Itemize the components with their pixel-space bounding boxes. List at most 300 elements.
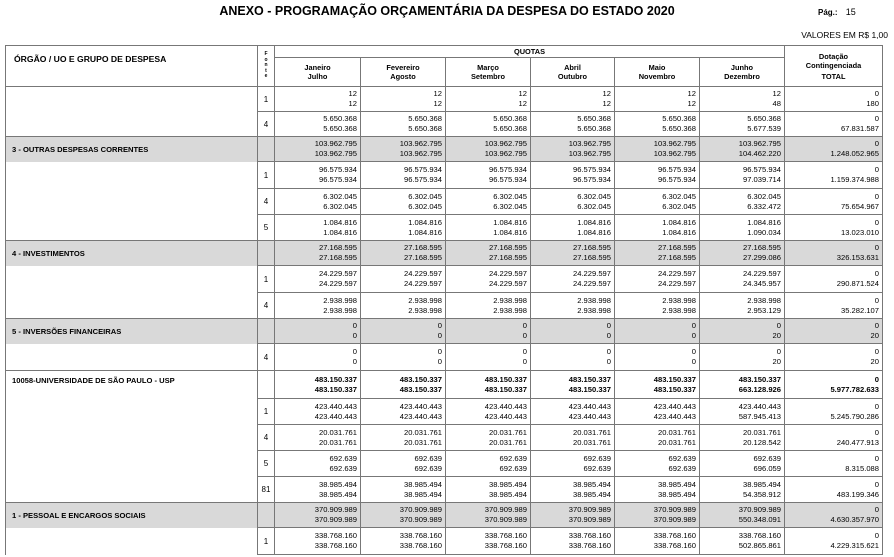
quota-cell (361, 137, 446, 162)
quota-cell (700, 112, 785, 137)
value-bottom: 338.768.160 (568, 541, 611, 550)
value-top: 370.909.989 (653, 505, 696, 515)
value-bottom: 96.575.934 (318, 175, 357, 184)
value-bottom: 96.575.934 (572, 175, 611, 184)
quota-cell (361, 112, 446, 137)
value-bottom: 27.168.595 (572, 253, 611, 262)
table-row (6, 266, 883, 293)
page-label: Pág.: (818, 8, 838, 17)
value-top: 24.229.597 (403, 269, 442, 279)
value-bottom: 97.039.714 (742, 175, 781, 184)
table-row (6, 451, 883, 477)
orgao-header: ÓRGÃO / UO E GRUPO DE DESPESA (6, 46, 258, 87)
value-bottom: 27.168.595 (657, 253, 696, 262)
value-bottom: 0 (606, 331, 611, 340)
value-bottom: 96.575.934 (657, 175, 696, 184)
value-bottom: 38.985.494 (403, 489, 442, 499)
value-bottom: 4.229.315.621 (830, 541, 879, 550)
value-bottom: 27.168.595 (318, 253, 357, 262)
quota-cell (275, 319, 361, 344)
value-bottom: 423.440.443 (484, 411, 527, 421)
quota-cell (361, 425, 446, 451)
quota-cell (700, 371, 785, 399)
quota-cell (531, 528, 615, 555)
quota-cell (615, 371, 700, 399)
value-bottom: 6.302.045 (408, 201, 442, 211)
value-bottom: 5.650.368 (577, 124, 611, 133)
value-top: 5.650.368 (577, 114, 611, 124)
value-bottom: 692.639 (583, 463, 611, 473)
quota-cell (531, 399, 615, 425)
quota-cell (700, 528, 785, 555)
quota-cell (615, 503, 700, 528)
value-top: 96.575.934 (742, 165, 781, 175)
quota-cell (361, 266, 446, 293)
value-bottom: 550.348.091 (738, 515, 781, 524)
value-bottom: 6.302.045 (662, 201, 696, 211)
table-row (6, 503, 883, 528)
value-bottom: 38.985.494 (657, 489, 696, 499)
table-body (6, 87, 883, 555)
value-bottom: 96.575.934 (403, 175, 442, 184)
quota-cell (615, 266, 700, 293)
quota-cell (700, 241, 785, 266)
value-bottom: 12 (687, 99, 696, 108)
quota-cell (531, 189, 615, 215)
value-bottom: 20.031.761 (318, 437, 357, 447)
table-row (6, 319, 883, 344)
quota-cell (700, 399, 785, 425)
value-top: 0 (352, 347, 357, 357)
value-top: 96.575.934 (403, 165, 442, 175)
month-header-2: Fevereiro Agosto (361, 58, 446, 87)
dotacao-cell (785, 293, 883, 319)
quota-cell (531, 87, 615, 112)
value-bottom: 20.128.542 (742, 437, 781, 447)
value-top: 2.938.998 (577, 295, 611, 305)
row-label (6, 344, 258, 371)
dotacao-cell (785, 241, 883, 266)
quota-cell (275, 477, 361, 503)
page-indicator (818, 8, 859, 18)
value-top: 96.575.934 (572, 165, 611, 175)
quota-cell (531, 319, 615, 344)
value-bottom: 483.150.337 (484, 384, 527, 394)
value-bottom: 1.084.816 (323, 227, 357, 237)
fonte-letter: e (264, 73, 268, 80)
value-bottom: 692.639 (499, 463, 527, 473)
quota-cell (615, 241, 700, 266)
value-bottom: 370.909.989 (399, 515, 442, 524)
value-top: 0 (874, 401, 879, 411)
value-bottom: 240.477.913 (836, 437, 879, 447)
value-top: 483.150.337 (738, 374, 781, 384)
value-top: 27.168.595 (488, 243, 527, 253)
quota-cell (700, 87, 785, 112)
value-bottom: 0 (522, 357, 527, 366)
fonte-cell: 1 (258, 399, 275, 425)
value-top: 0 (874, 139, 879, 149)
dotacao-cell (785, 371, 883, 399)
value-bottom: 423.440.443 (568, 411, 611, 421)
quota-cell (531, 293, 615, 319)
value-bottom: 0 (437, 357, 442, 366)
value-top: 423.440.443 (653, 401, 696, 411)
quota-cell (361, 189, 446, 215)
value-top: 0 (606, 321, 611, 331)
quota-cell (275, 162, 361, 189)
quota-cell (361, 215, 446, 241)
value-bottom: 75.654.967 (840, 201, 879, 211)
quota-cell (531, 477, 615, 503)
quota-cell (531, 425, 615, 451)
row-label: 4 - INVESTIMENTOS (6, 241, 258, 266)
value-bottom: 13.023.010 (840, 227, 879, 237)
value-top: 2.938.998 (493, 295, 527, 305)
value-bottom: 326.153.631 (836, 253, 879, 262)
value-bottom: 0 (606, 357, 611, 366)
quota-cell (615, 162, 700, 189)
quota-cell (361, 528, 446, 555)
value-bottom: 1.159.374.988 (830, 175, 879, 184)
value-top: 0 (874, 453, 879, 463)
dotacao-cell (785, 425, 883, 451)
value-top: 2.938.998 (408, 295, 442, 305)
value-bottom: 20.031.761 (403, 437, 442, 447)
dotacao-cell (785, 344, 883, 371)
quota-cell (531, 451, 615, 477)
value-top: 103.962.795 (314, 139, 357, 149)
month-header-6: Junho Dezembro (700, 58, 785, 87)
quota-cell (275, 344, 361, 371)
value-bottom: 338.768.160 (484, 541, 527, 550)
table-row (6, 162, 883, 189)
fonte-cell: 4 (258, 293, 275, 319)
value-bottom: 5.650.368 (493, 124, 527, 133)
value-top: 103.962.795 (738, 139, 781, 149)
value-top: 0 (874, 191, 879, 201)
dotacao-cell (785, 87, 883, 112)
value-top: 0 (874, 243, 879, 253)
row-label (6, 189, 258, 215)
value-top: 103.962.795 (399, 139, 442, 149)
value-bottom: 24.229.597 (572, 279, 611, 288)
value-top: 12 (772, 89, 781, 99)
quota-cell (275, 528, 361, 555)
value-top: 423.440.443 (314, 401, 357, 411)
quota-cell (531, 112, 615, 137)
value-top: 38.985.494 (403, 479, 442, 489)
quota-cell (700, 293, 785, 319)
value-top: 24.229.597 (572, 269, 611, 279)
value-top: 338.768.160 (738, 531, 781, 541)
table-row (6, 137, 883, 162)
fonte-letter: t (265, 67, 267, 74)
value-bottom: 20 (870, 331, 879, 340)
value-top: 1.084.816 (323, 217, 357, 227)
row-label: 10058-UNIVERSIDADE DE SÃO PAULO - USP (6, 371, 258, 399)
fonte-cell: 4 (258, 425, 275, 451)
value-bottom: 2.938.998 (323, 305, 357, 315)
table-row (6, 293, 883, 319)
value-bottom: 103.962.795 (568, 149, 611, 158)
quota-cell (361, 371, 446, 399)
value-bottom: 6.332.472 (747, 201, 781, 211)
value-top: 12 (348, 89, 357, 99)
value-bottom: 12 (433, 99, 442, 108)
quota-cell (275, 137, 361, 162)
value-top: 0 (437, 347, 442, 357)
value-bottom: 1.084.816 (662, 227, 696, 237)
value-bottom: 6.302.045 (493, 201, 527, 211)
quota-cell (275, 293, 361, 319)
value-top: 338.768.160 (314, 531, 357, 541)
value-bottom: 0 (522, 331, 527, 340)
value-bottom: 20.031.761 (657, 437, 696, 447)
value-top: 20.031.761 (403, 427, 442, 437)
quota-cell (446, 189, 531, 215)
value-bottom: 103.962.795 (484, 149, 527, 158)
value-bottom: 12 (348, 99, 357, 108)
value-top: 0 (874, 374, 879, 384)
quota-cell (361, 399, 446, 425)
quota-cell (446, 451, 531, 477)
value-top: 0 (522, 321, 527, 331)
quota-cell (361, 344, 446, 371)
quota-cell (615, 215, 700, 241)
value-top: 24.229.597 (742, 269, 781, 279)
value-top: 96.575.934 (657, 165, 696, 175)
fonte-letter: o (264, 56, 268, 63)
quota-cell (615, 451, 700, 477)
value-bottom: 24.229.597 (318, 279, 357, 288)
quota-cell (615, 319, 700, 344)
fonte-cell: 5 (258, 451, 275, 477)
quota-cell (700, 477, 785, 503)
dotacao-header (785, 46, 883, 87)
value-top: 27.168.595 (318, 243, 357, 253)
quota-cell (531, 137, 615, 162)
row-label (6, 266, 258, 293)
month-header-5: Maio Novembro (615, 58, 700, 87)
value-top: 103.962.795 (653, 139, 696, 149)
value-top: 338.768.160 (484, 531, 527, 541)
report-title: ANEXO - PROGRAMAÇÃO ORÇAMENTÁRIA DA DESPESA DO ESTADO 2020 (219, 4, 675, 18)
value-top: 24.229.597 (488, 269, 527, 279)
value-top: 338.768.160 (399, 531, 442, 541)
value-bottom: 24.229.597 (488, 279, 527, 288)
quota-cell (700, 215, 785, 241)
dotacao-cell (785, 112, 883, 137)
fonte-cell: 4 (258, 189, 275, 215)
value-top: 38.985.494 (488, 479, 527, 489)
quota-cell (275, 87, 361, 112)
value-bottom: 12 (518, 99, 527, 108)
month-header-3: Março Setembro (446, 58, 531, 87)
value-top: 423.440.443 (568, 401, 611, 411)
value-top: 483.150.337 (484, 374, 527, 384)
table-row (6, 371, 883, 399)
value-bottom: 20.031.761 (488, 437, 527, 447)
value-top: 370.909.989 (314, 505, 357, 515)
table-row (6, 528, 883, 555)
dotacao-cell (785, 266, 883, 293)
value-top: 370.909.989 (738, 505, 781, 515)
value-bottom: 103.962.795 (314, 149, 357, 158)
dotacao-cell (785, 189, 883, 215)
value-top: 0 (522, 347, 527, 357)
quota-cell (446, 266, 531, 293)
value-top: 423.440.443 (484, 401, 527, 411)
row-label (6, 399, 258, 425)
value-bottom: 370.909.989 (568, 515, 611, 524)
value-bottom: 0 (437, 331, 442, 340)
value-top: 1.084.816 (493, 217, 527, 227)
value-top: 5.650.368 (662, 114, 696, 124)
value-top: 1.084.816 (577, 217, 611, 227)
value-top: 692.639 (753, 453, 781, 463)
value-top: 6.302.045 (408, 191, 442, 201)
value-bottom: 5.650.368 (408, 124, 442, 133)
quota-cell (275, 425, 361, 451)
value-bottom: 483.150.337 (314, 384, 357, 394)
value-top: 370.909.989 (399, 505, 442, 515)
table-row (6, 425, 883, 451)
fonte-cell: 81 (258, 477, 275, 503)
table-row (6, 344, 883, 371)
value-bottom: 483.150.337 (568, 384, 611, 394)
value-bottom: 180 (866, 99, 879, 108)
value-bottom: 24.229.597 (657, 279, 696, 288)
dotacao-cell (785, 162, 883, 189)
value-top: 24.229.597 (318, 269, 357, 279)
fonte-letter: n (264, 62, 268, 69)
dotacao-cell (785, 528, 883, 555)
value-top: 0 (874, 269, 879, 279)
table-row (6, 112, 883, 137)
value-top: 0 (691, 321, 696, 331)
value-bottom: 370.909.989 (314, 515, 357, 524)
row-label (6, 293, 258, 319)
quota-cell (700, 319, 785, 344)
value-bottom: 48 (772, 99, 781, 108)
value-bottom: 483.150.337 (399, 384, 442, 394)
table-row (6, 399, 883, 425)
value-top: 0 (874, 114, 879, 124)
quota-cell (361, 87, 446, 112)
quota-cell (275, 112, 361, 137)
value-top: 0 (352, 321, 357, 331)
dotacao-line: Dotação (818, 51, 849, 61)
row-label (6, 112, 258, 137)
quota-cell (275, 371, 361, 399)
row-label (6, 528, 258, 555)
value-top: 483.150.337 (314, 374, 357, 384)
quota-cell (446, 137, 531, 162)
value-top: 12 (518, 89, 527, 99)
value-bottom: 27.168.595 (403, 253, 442, 262)
fonte-cell: 1 (258, 266, 275, 293)
value-top: 12 (602, 89, 611, 99)
value-bottom: 38.985.494 (318, 489, 357, 499)
table-row (6, 241, 883, 266)
value-top: 5.650.368 (747, 114, 781, 124)
value-bottom: 24.345.957 (742, 279, 781, 288)
quota-cell (446, 293, 531, 319)
value-bottom: 483.150.337 (653, 384, 696, 394)
quota-cell (615, 137, 700, 162)
quota-cell (700, 162, 785, 189)
value-top: 0 (874, 321, 879, 331)
value-top: 0 (437, 321, 442, 331)
table-row (6, 87, 883, 112)
value-top: 483.150.337 (399, 374, 442, 384)
dotacao-cell (785, 137, 883, 162)
quota-cell (275, 266, 361, 293)
value-bottom: 290.871.524 (836, 279, 879, 288)
table-row (6, 477, 883, 503)
value-top: 0 (874, 217, 879, 227)
value-top: 370.909.989 (568, 505, 611, 515)
value-top: 27.168.595 (403, 243, 442, 253)
month-header-1: Janeiro Julho (275, 58, 361, 87)
value-top: 0 (776, 347, 781, 357)
value-top: 6.302.045 (747, 191, 781, 201)
quota-cell (615, 399, 700, 425)
value-top: 12 (687, 89, 696, 99)
value-bottom: 370.909.989 (653, 515, 696, 524)
row-label (6, 451, 258, 477)
value-bottom: 2.938.998 (408, 305, 442, 315)
quota-cell (275, 503, 361, 528)
row-label: 1 - PESSOAL E ENCARGOS SOCIAIS (6, 503, 258, 528)
value-bottom: 6.302.045 (323, 201, 357, 211)
value-bottom: 0 (352, 357, 357, 366)
value-top: 2.938.998 (747, 295, 781, 305)
quota-cell (275, 215, 361, 241)
value-top: 20.031.761 (742, 427, 781, 437)
value-bottom: 692.639 (414, 463, 442, 473)
quota-cell (275, 451, 361, 477)
value-top: 0 (874, 165, 879, 175)
quota-cell (615, 87, 700, 112)
value-bottom: 103.962.795 (399, 149, 442, 158)
value-bottom: 5.245.790.286 (830, 411, 879, 421)
quota-cell (700, 137, 785, 162)
value-bottom: 6.302.045 (577, 201, 611, 211)
value-bottom: 5.650.368 (323, 124, 357, 133)
value-top: 692.639 (329, 453, 357, 463)
value-bottom: 0 (352, 331, 357, 340)
value-top: 5.650.368 (323, 114, 357, 124)
value-top: 2.938.998 (662, 295, 696, 305)
value-bottom: 2.938.998 (662, 305, 696, 315)
fonte-letter: F (264, 51, 268, 58)
value-bottom: 2.938.998 (577, 305, 611, 315)
value-top: 338.768.160 (568, 531, 611, 541)
quota-cell (446, 344, 531, 371)
quota-cell (446, 477, 531, 503)
value-bottom: 20 (870, 357, 879, 366)
value-bottom: 1.248.052.965 (830, 149, 879, 158)
value-bottom: 20 (772, 331, 781, 340)
currency-note: VALORES EM R$ 1,00 (801, 30, 888, 40)
quota-cell (531, 344, 615, 371)
quota-cell (700, 344, 785, 371)
value-bottom: 2.938.998 (493, 305, 527, 315)
value-bottom: 20.031.761 (572, 437, 611, 447)
value-bottom: 483.199.346 (836, 489, 879, 499)
